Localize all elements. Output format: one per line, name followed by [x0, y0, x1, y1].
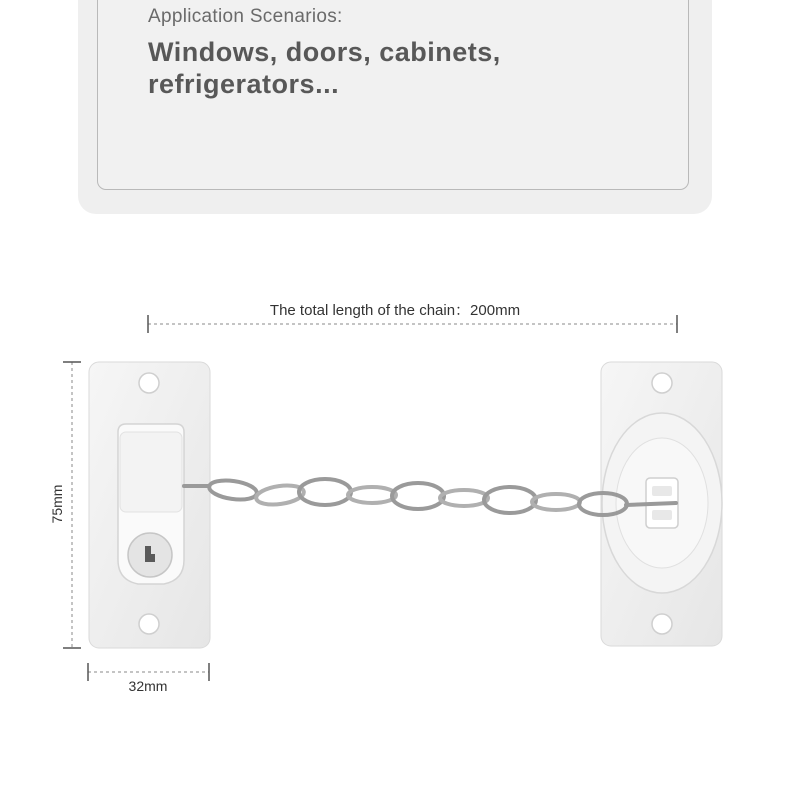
width-label: 32mm [128, 678, 168, 694]
key-cylinder-icon [128, 533, 172, 577]
scenario-heading: Application Scenarios: [148, 6, 343, 27]
chain-length-label: The total length of the chain：200mm [269, 302, 521, 319]
height-label: 75mm [49, 484, 65, 524]
chain-length-dimension-line [148, 315, 677, 333]
height-dimension-line [63, 362, 81, 648]
scenario-description: Windows, doors, cabinets, refrigerators... [148, 37, 501, 99]
left-lock-plate [89, 362, 210, 648]
